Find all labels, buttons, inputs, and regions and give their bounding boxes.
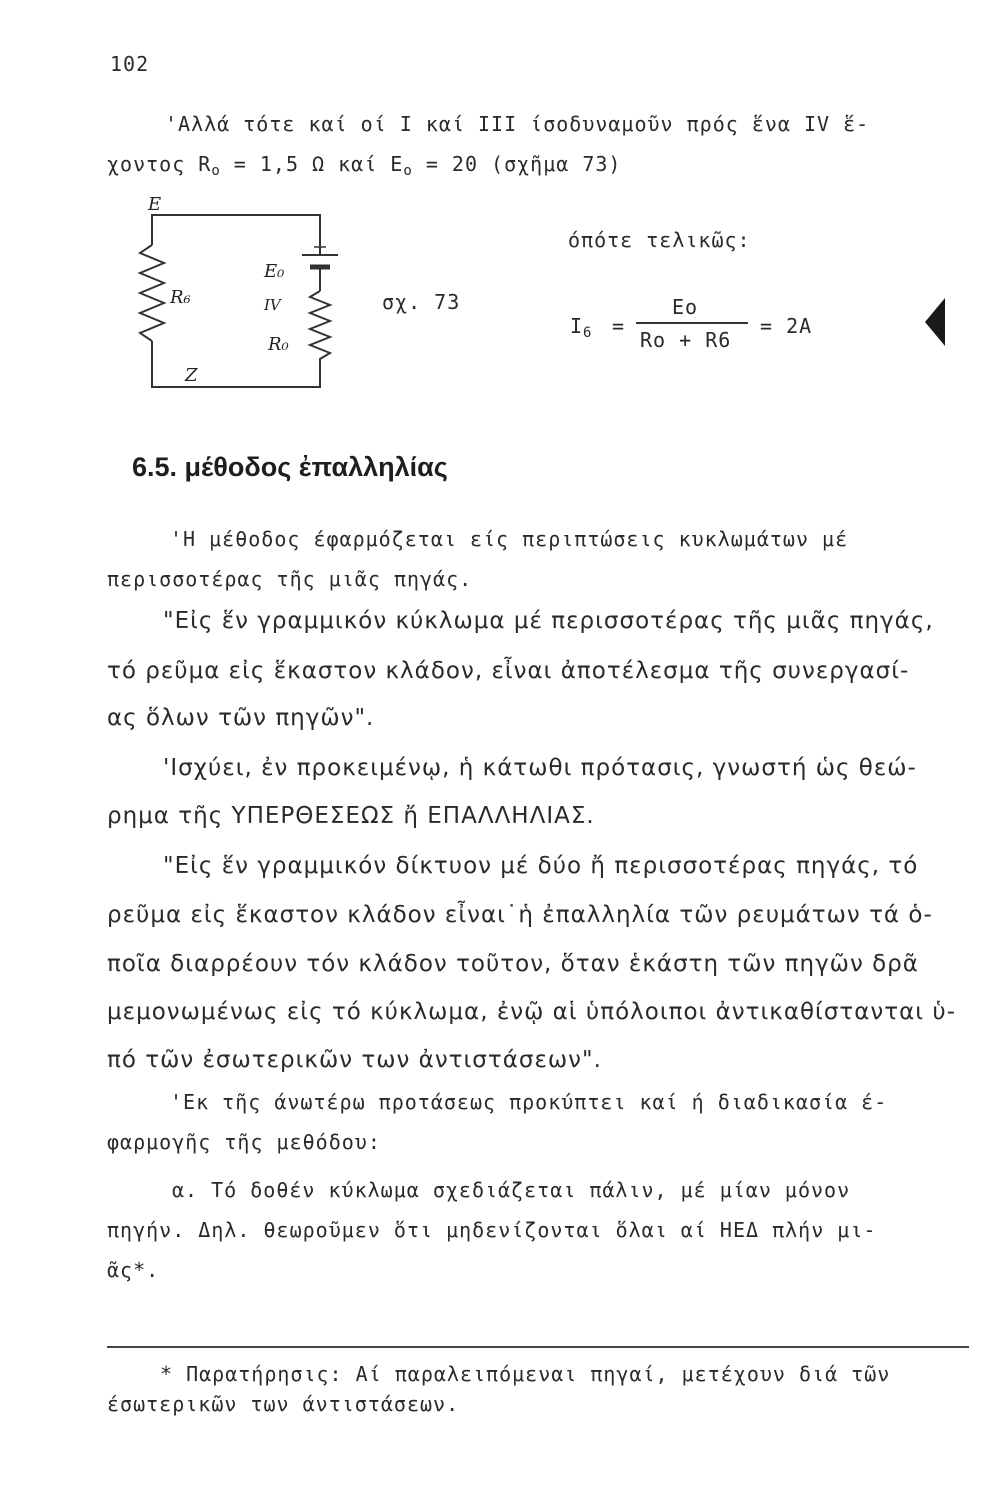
q3-line-2: ρεῦμα εἰς ἕκαστον κλάδον εἶναι˙ἡ ἐπαλληλία τῶν ρευμάτων τά ὁ- [107,902,933,928]
section-title: 6.5. μέθοδος ἐπαλληλίας [132,452,448,482]
resistor-r6 [140,245,164,341]
p2-line-1: 'Εκ τῆς άνωτέρω προτάσεως προκύπτει καί ή διαδικασία έ- [170,1090,888,1114]
label-e: E [148,195,162,215]
intro-line-2-a: χοντος R [107,152,212,176]
label-e0: E₀ [264,261,285,282]
label-z: Z [185,365,198,386]
intro-line-2 [107,152,621,179]
footnote-divider [107,1346,969,1348]
result-lhs-sub: 6 [583,325,593,341]
q3-line-3: ποῖα διαρρέουν τόν κλάδον τοῦτον, ὅταν ἑκάστη τῶν πηγῶν δρᾶ [107,951,919,977]
result-eq: = [612,314,626,338]
q2-line-1: 'Ισχύει, ἐν προκειμένῳ, ἡ κάτωθι πρότασις, γνωστή ὡς θεώ- [163,755,917,781]
p1-line-2: περισσοτέρας τῆς μιᾶς πηγάς. [107,567,473,591]
fraction-bar [636,322,748,324]
result-lhs-i: I [570,314,584,338]
footnote-line-1: * Παρατήρησις: Αί παραλειπόμεναι πηγαί, μετέχουν διά τῶν [160,1362,891,1386]
q3-line-5: πό τῶν ἐσωτερικῶν των ἀντιστάσεων". [107,1047,602,1073]
intro-line-2-b: = 1,5 Ω καί E [220,152,404,176]
intro-line-2-c: = 20 (σχῆμα 73) [412,152,622,176]
a-line-1: α. Τό δοθέν κύκλωμα σχεδιάζεται πάλιν, μέ μίαν μόνον [172,1178,851,1202]
q3-line-4: μεμονωμένως εἰς τό κύκλωμα, ἐνῷ αἱ ὑπόλοιποι ἀντικαθίστανται ὑ- [107,999,956,1025]
result-rhs: = 2A [760,314,813,338]
label-r0: R₀ [268,334,289,355]
result-denominator: Ro + R6 [640,328,732,352]
circuit-diagram [130,195,350,400]
p1-line-1: 'Η μέθοδος έφαρμόζεται είς περιπτώσεις κυκλωμάτων μέ [170,527,849,551]
label-iv: IV [264,296,281,314]
left-arrow-icon [925,298,945,346]
result-numerator: Eo [672,295,699,319]
q1-line-2: τό ρεῦμα εἰς ἕκαστον κλάδον, εἶναι ἀποτέλεσμα τῆς συνεργασί- [107,658,910,684]
left-wire-bottom [152,341,320,387]
q2-line-2: ρημα τῆς ΥΠΕΡΘΕΣΕΩΣ ἤ ΕΠΑΛΛΗΛΙΑΣ. [107,803,595,829]
a-line-2: πηγήν. Δηλ. θεωροῦμεν ὅτι μηδενίζονται ὅλαι αί ΗΕΔ πλήν μι- [107,1218,877,1242]
resistor-r0 [310,291,330,375]
q1-line-3: ας ὅλων τῶν πηγῶν". [107,705,375,731]
plus-mark [314,241,326,253]
p2-line-2: φαρμογῆς τῆς μεθόδου: [107,1130,381,1154]
q3-line-1: "Εἰς ἕν γραμμικόν δίκτυον μέ δύο ἤ περισσοτέρας πηγάς, τό [163,853,919,879]
result-intro: όπότε τελικῶς: [568,228,751,252]
top-wire [152,215,320,255]
intro-line-2-sub: o [211,163,221,179]
a-line-3: ᾶς*. [107,1258,160,1282]
intro-line-1: 'Αλλά τότε καί οί Ι καί ΙΙΙ ίσοδυναμοῦν πρός ἕνα ΙV ἕ- [165,112,870,136]
page-number: 102 [110,52,150,76]
result-lhs [570,314,592,341]
footnote-line-2: έσωτερικῶν των άντιστάσεων. [107,1392,460,1416]
q1-line-1: "Εἰς ἕν γραμμικόν κύκλωμα μέ περισσοτέρας τῆς μιᾶς πηγάς, [163,608,934,634]
figure-caption: σχ. 73 [382,290,461,314]
intro-line-2-sub2: o [403,163,413,179]
label-r6: R₆ [170,287,191,308]
